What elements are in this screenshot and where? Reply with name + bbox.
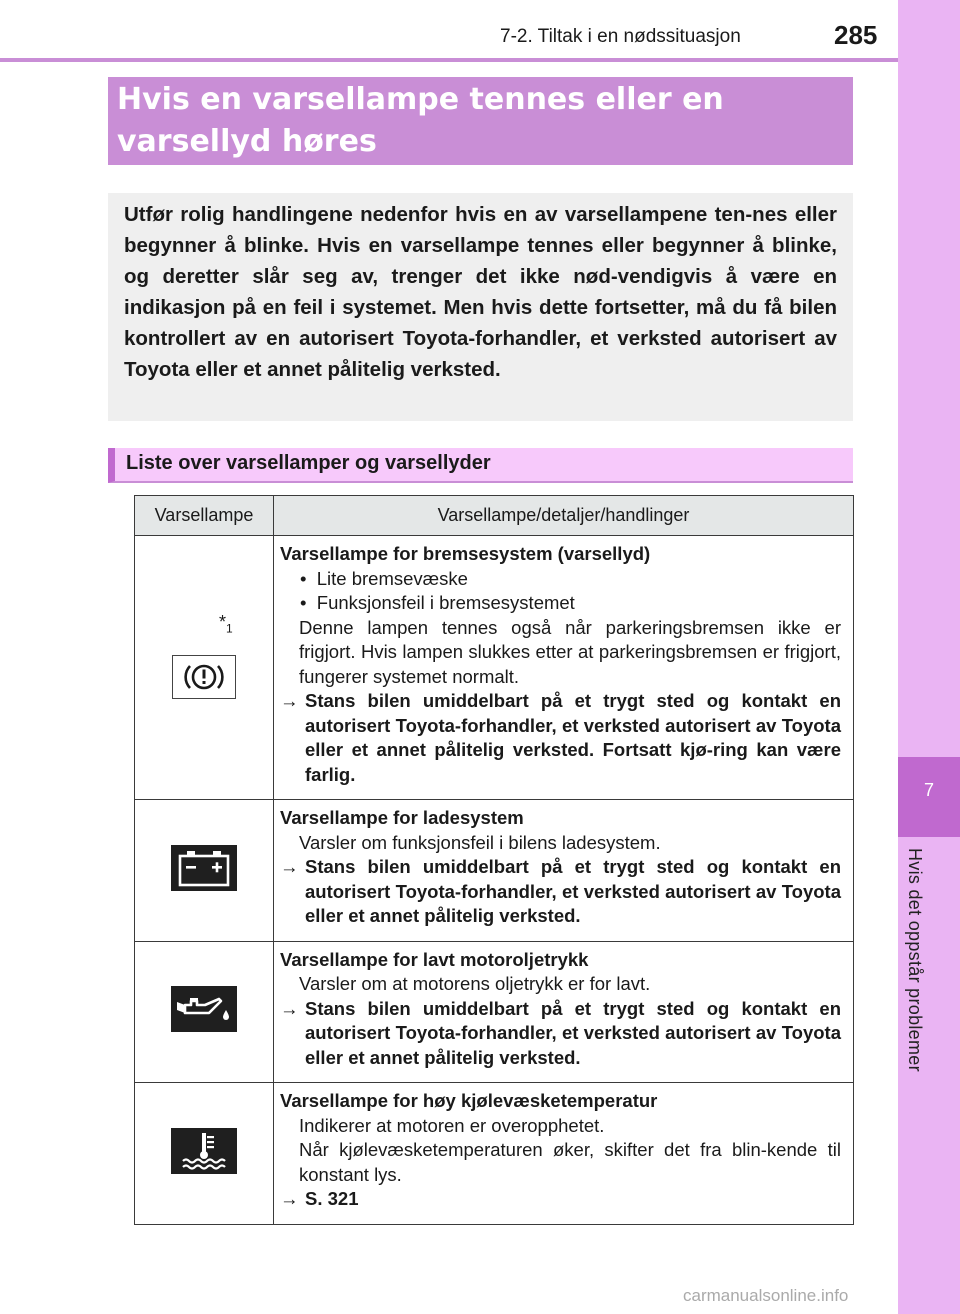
header-lamp: Varsellampe [135, 496, 274, 536]
lamp-cell [135, 536, 274, 800]
lamp-description: Varsler om funksjonsfeil i bilens ladesystem. [299, 831, 661, 853]
lamp-action [280, 1187, 841, 1212]
detail-cell [274, 536, 854, 800]
table-row [135, 1083, 854, 1225]
lamp-action: → Stans bilen umiddelbart på et trygt sted og kontakt en autorisert Toyota-forhandler, et verksted autorisert av Toyota eller et annet pålitelig verksted. Fortsatt kjø-ring kan være farlig. [280, 690, 841, 785]
arrow-icon: → [280, 690, 299, 711]
header-title: 7-2. Tiltak i en nødssituasjon [500, 26, 741, 47]
coolant-temperature-icon [171, 1128, 237, 1174]
brake-warning-icon [172, 655, 236, 699]
lamp-description: Indikerer at motoren er overopphetet. [299, 1114, 605, 1136]
lamp-title: Varsellampe for lavt motoroljetrykk [280, 948, 589, 970]
main-title-line-2: varsellyd høres [117, 124, 377, 159]
main-title-line-1: Hvis en varsellampe tennes eller en [117, 82, 724, 117]
side-tab-chapter-number: 7 [923, 780, 934, 800]
section-heading-text: Liste over varsellamper og varsellyder [126, 452, 491, 474]
watermark: carmanualsonline.info [683, 1286, 849, 1305]
intro-text: Utfør rolig handlingene nedenfor hvis en av varsellampene ten-nes eller begynner å blinke. Hvis en varsellampe tennes eller begynner å blinke, og deretter slår seg av, trenger det ikke nød-vendigvis å være en indikasjon på en feil i systemet. Men hvis dette fortsetter, må du få bilen kontrollert av en autorisert Toyota-forhandler, et verksted autorisert av Toyota eller et annet pålitelig verksted. [124, 203, 837, 381]
lamp-action: → Stans bilen umiddelbart på et trygt sted og kontakt en autorisert Toyota-forhandler, et verksted autorisert av Toyota eller et annet pålitelig verksted. [280, 997, 841, 1068]
arrow-icon: → [280, 997, 299, 1019]
table-row [135, 800, 854, 942]
list-item: • Funksjonsfeil i bremsesystemet [300, 592, 575, 613]
oil-pressure-icon [171, 986, 237, 1032]
lamp-cell [135, 941, 274, 1083]
table-row [135, 941, 854, 1083]
arrow-icon: → [280, 856, 299, 877]
lamp-description: Varsler om at motorens oljetrykk er for lavt. [299, 973, 651, 994]
intro-box [108, 193, 853, 421]
page-reference-link[interactable]: S. 321 [305, 1188, 359, 1209]
lamp-cell [135, 800, 274, 942]
lamp-action: → Stans bilen umiddelbart på et trygt sted og kontakt en autorisert Toyota-forhandler, et verksted autorisert av Toyota eller et annet pålitelig verksted. [280, 856, 841, 926]
side-tab [898, 0, 960, 1314]
warning-lamp-table [134, 495, 854, 1225]
lamp-description: Når kjølevæsketemperaturen øker, skifter det fra blin-kende til konstant lys. [299, 1139, 841, 1185]
battery-icon [171, 845, 237, 891]
detail-cell [274, 941, 854, 1083]
header-rule [0, 58, 898, 62]
arrow-icon: → [280, 1188, 299, 1209]
detail-cell [274, 800, 854, 942]
main-title-banner [108, 77, 853, 165]
detail-cell [274, 1083, 854, 1225]
footnote-mark: $*_1$ [219, 612, 233, 636]
header-details: Varsellampe/detaljer/handlinger [274, 496, 854, 536]
list-item: • Lite bremsevæske [300, 567, 468, 589]
table-header-row [135, 496, 854, 536]
lamp-title: Varsellampe for bremsesystem (varsellyd) [280, 543, 651, 564]
lamp-cell [135, 1083, 274, 1225]
lamp-description: Denne lampen tennes også når parkeringsbremsen ikke er frigjort. Hvis lampen slukkes etter at parkeringsbremsen er frigjort, fungerer systemet normalt. [299, 616, 841, 687]
section-heading [108, 448, 853, 483]
lamp-title: Varsellampe for ladesystem [280, 807, 524, 828]
table-row [135, 536, 854, 800]
page-number: 285 [834, 20, 878, 50]
side-tab-chapter-title: Hvis det oppstår problemer [905, 848, 925, 1072]
lamp-title: Varsellampe for høy kjølevæsketemperatur [280, 1090, 658, 1111]
